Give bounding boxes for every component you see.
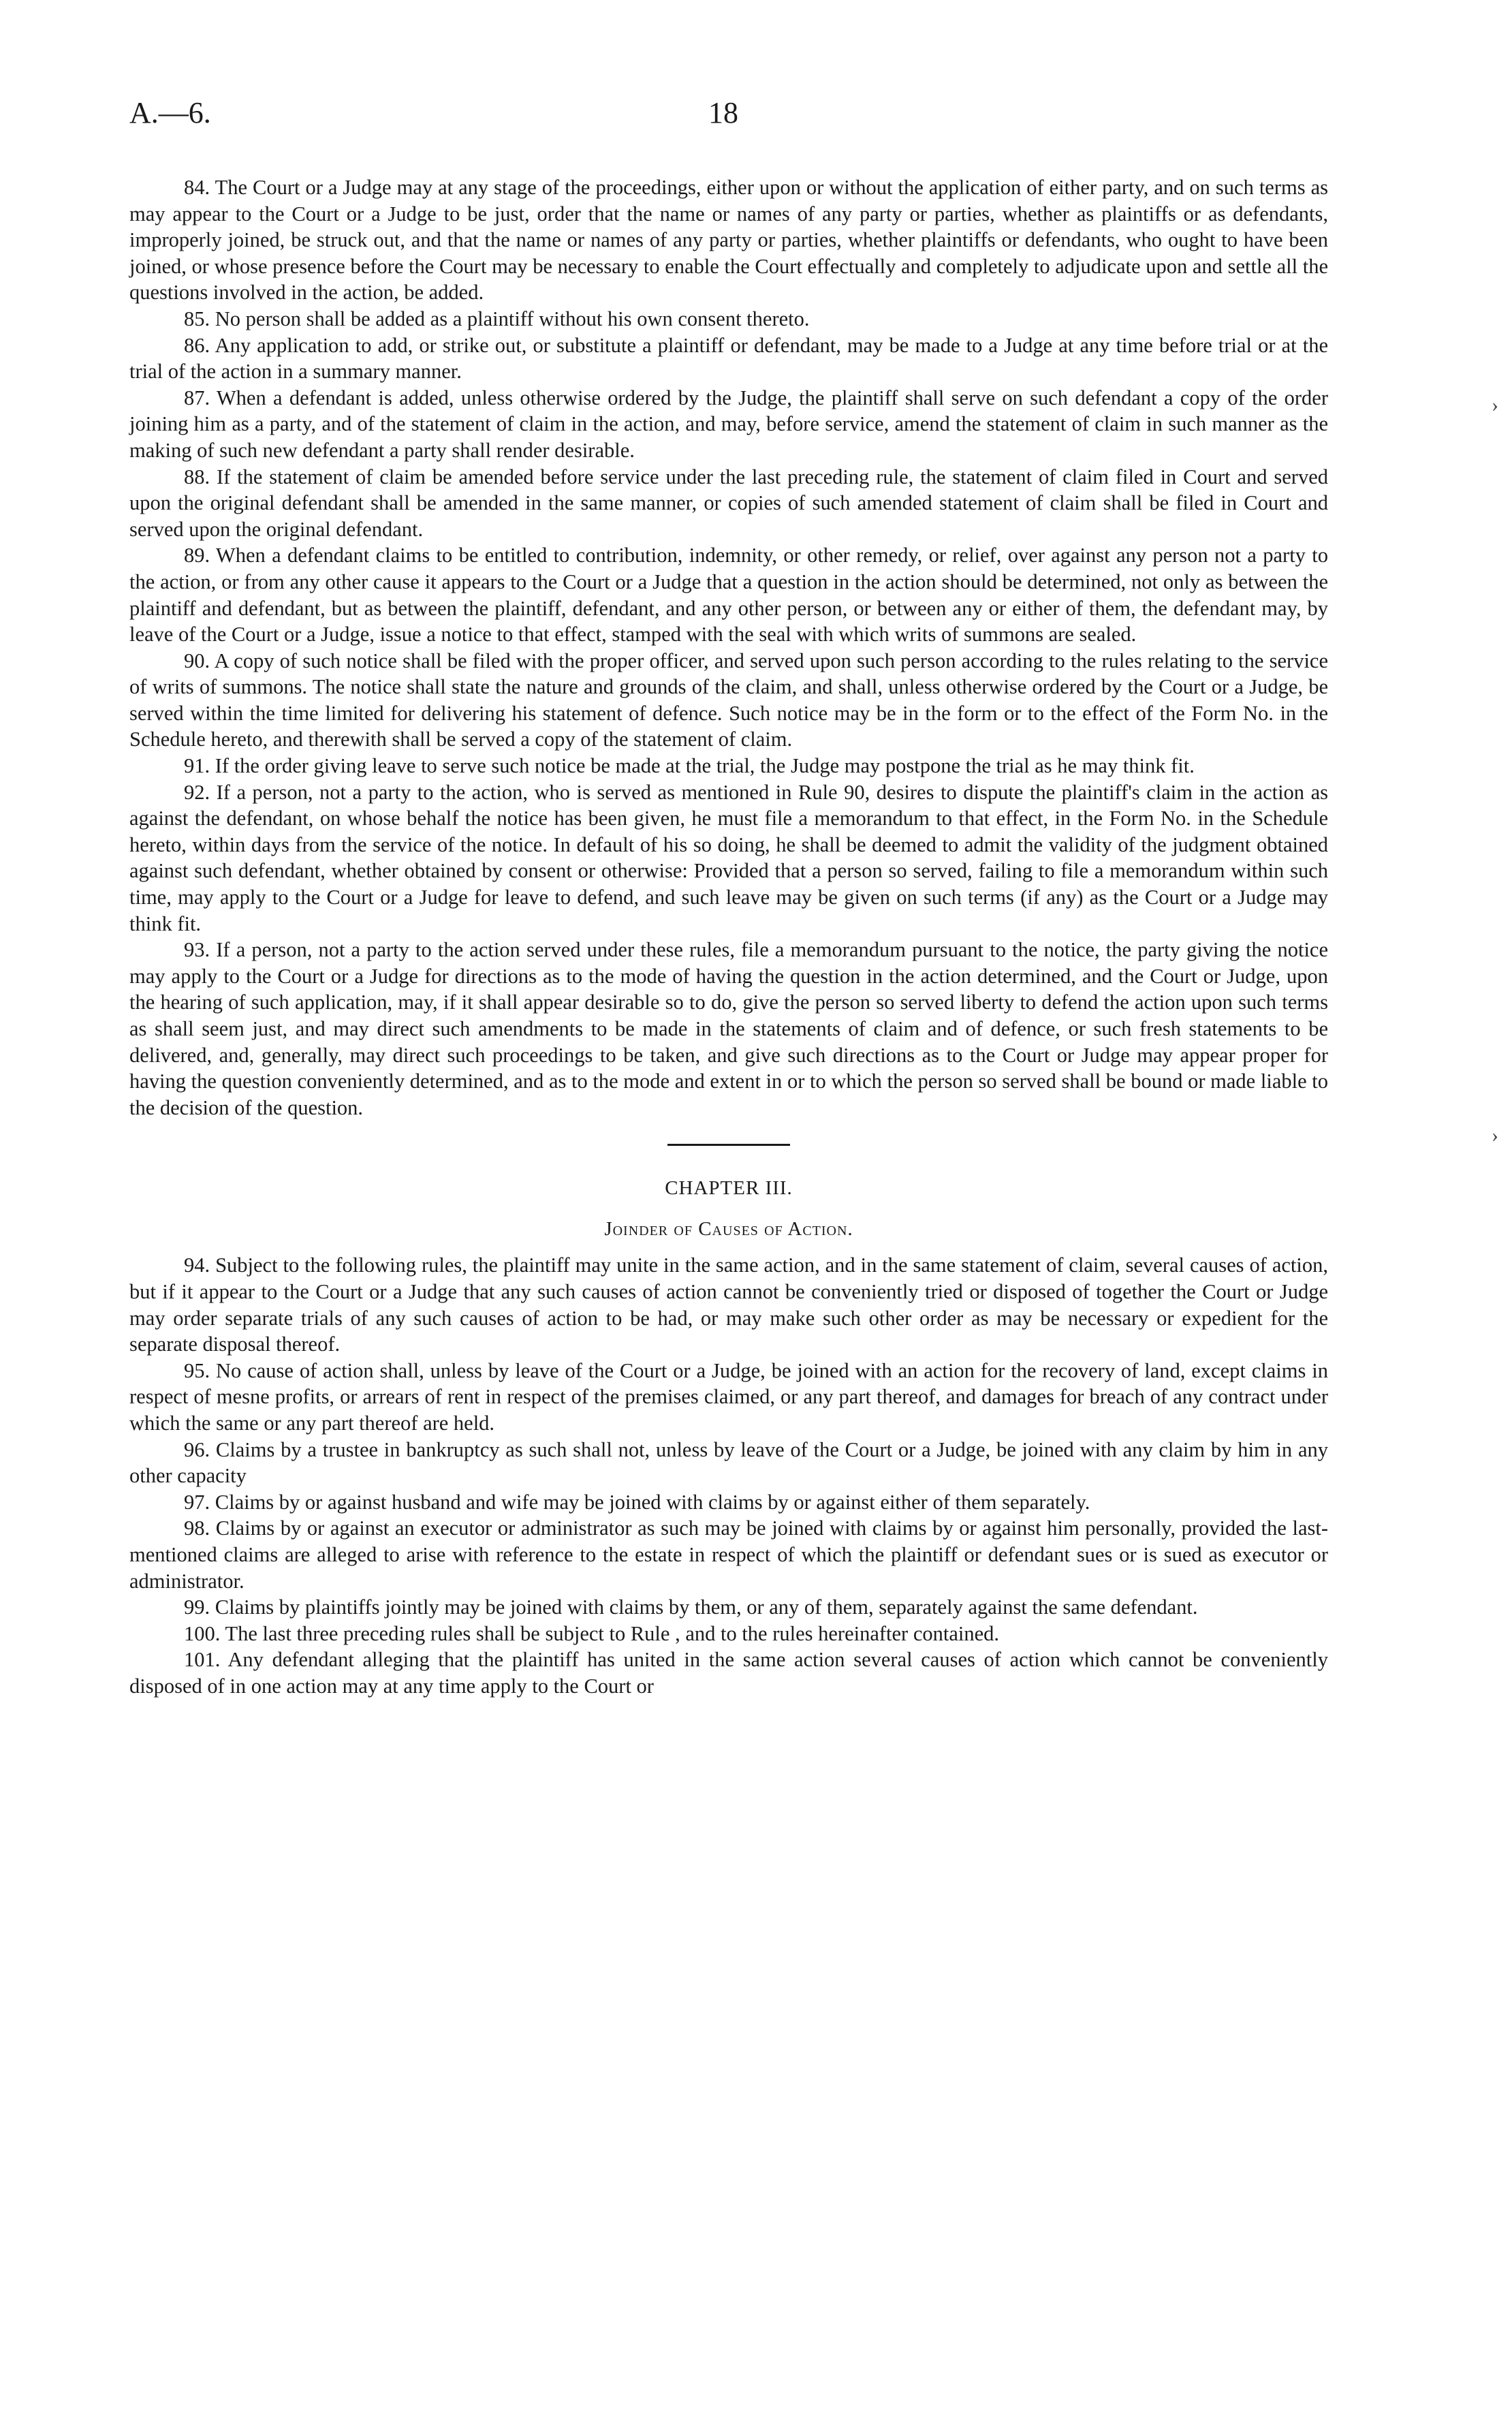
rule-100: 100. The last three preceding rules shall be subject to Rule , and to the rules hereinafter contained.: [184, 1621, 1000, 1645]
rule-99: 99. Claims by plaintiffs jointly may be joined with claims by them, or any of them, separately against the same defendant.: [184, 1595, 1198, 1619]
rule-97: 97. Claims by or against husband and wife may be joined with claims by or against either of them separately.: [184, 1490, 1090, 1514]
section-divider: [667, 1144, 790, 1146]
page-header: [129, 95, 1328, 136]
rule-94: 94. Subject to the following rules, the plaintiff may unite in the same action, and in the same statement of claim, several causes of action, but if it appear to the Court or a Judge that any such causes of action cannot be conveniently tried or disposed of together the Court or Judge may order separate trials of any such causes of action to be had, or may make such other order as may be necessary or expedient for the separate disposal thereof.: [129, 1253, 1328, 1356]
rule-92: 92. If a person, not a party to the action, who is served as mentioned in Rule 90, desires to dispute the plaintiff's claim in the action as against the defendant, on whose behalf the notice has been given, he must file a memorandum to that effect, in the Form No. in the Schedule hereto, within days from the service of the notice. In default of his so doing, he shall be deemed to admit the validity of the judgment obtained against such defendant, whether obtained by consent or otherwise: Provided that a person so served, failing to file a memorandum within such time, may apply to the Court or a Judge for leave to defend, and such leave may be given on such terms (if any) as the Court or a Judge may think fit.: [129, 780, 1328, 935]
chapter-heading: CHAPTER III.: [665, 1177, 793, 1200]
rule-89: 89. When a defendant claims to be entitled to contribution, indemnity, or other remedy, or relief, over against any person not a party to the action, or from any other cause it appears to the Court or a Judge that a question in the action should be determined, not only as between the plaintiff and defendant, but as between the plaintiff, defendant, and any other person, or between any or either of them, the defendant may, by leave of the Court or a Judge, issue a notice to that effect, stamped with the seal with which writs of summons are sealed.: [129, 544, 1328, 647]
chapter-subheading: Joinder of Causes of Action.: [604, 1218, 853, 1241]
paper-number: A.—6.: [129, 96, 211, 129]
rule-90: 90. A copy of such notice shall be filed with the proper officer, and served upon such person according to the rules relating to the service of writs of summons. The notice shall state the nature and grounds of the claim, and shall, unless otherwise ordered by the Court or a Judge, be served within the time limited for delivering his statement of defence. Such notice may be in the form or to the effect of the Form No. in the Schedule hereto, and therewith shall be served a copy of the statement of claim.: [129, 649, 1328, 751]
rule-96: 96. Claims by a trustee in bankruptcy as such shall not, unless by leave of the Court or a Judge, be joined with any claim by him in any other capacity: [129, 1437, 1328, 1488]
rule-87: 87. When a defendant is added, unless otherwise ordered by the Judge, the plaintiff shall serve on such defendant a copy of the order joining him as a party, and of the statement of claim in the action, and may, before service, amend the statement of claim in such manner as the making of such new defendant a party shall render desirable.: [129, 386, 1328, 462]
rule-95: 95. No cause of action shall, unless by leave of the Court or a Judge, be joined with an action for the recovery of land, except claims in respect of mesne profits, or arrears of rent in respect of the premises claimed, or any part thereof, and damages for breach of any contract under which the same or any part thereof are held.: [129, 1358, 1328, 1435]
rule-91: 91. If the order giving leave to serve such notice be made at the trial, the Judge may postpone the trial as he may think fit.: [184, 754, 1195, 778]
margin-tick-mark: ›: [1492, 394, 1498, 416]
rule-86: 86. Any application to add, or strike out, or substitute a plaintiff or defendant, may be made to a Judge at any time before trial or at the trial of the action in a summary manner.: [129, 333, 1328, 384]
rule-93: 93. If a person, not a party to the action served under these rules, file a memorandum pursuant to the notice, the party giving the notice may apply to the Court or a Judge for directions as to the mode of having the question in the action determined, and the Court or Judge, upon the hearing of such application, may, if it shall appear desirable so to do, give the person so served liberty to defend the action upon such terms as shall seem just, and may direct such amendments to be made in the statements of claim and of defence, or such fresh statements to be delivered, and, generally, may direct such proceedings to be taken, and give such directions as to the Court or Judge may appear proper for having the question conveniently determined, and as to the mode and extent in or to which the person so served shall be bound or made liable to the decision of the question.: [129, 938, 1328, 1119]
document-body: [129, 174, 1328, 1699]
rule-84: 84. The Court or a Judge may at any stage of the proceedings, either upon or without the application of either party, and on such terms as may appear to the Court or a Judge to be just, order that the name or names of any party or parties, whether as plaintiffs or as defendants, improperly joined, be struck out, and that the name or names of any party or parties, whether plaintiffs or defendants, who ought to have been joined, or whose presence before the Court may be necessary to enable the Court effectually and completely to adjudicate upon and settle all the questions involved in the action, be added.: [129, 176, 1328, 305]
rule-88: 88. If the statement of claim be amended before service under the last preceding rule, the statement of claim filed in Court and served upon the original defendant shall be amended in the same manner, or copies of such amended statement of claim shall be filed in Court and served upon the original defendant.: [129, 465, 1328, 541]
rule-85: 85. No person shall be added as a plaintiff without his own consent thereto.: [184, 307, 810, 330]
rule-101: 101. Any defendant alleging that the plaintiff has united in the same action several causes of action which cannot be conveniently disposed of in one action may at any time apply to the Court or: [129, 1648, 1328, 1698]
margin-tick-mark: ›: [1492, 1124, 1498, 1147]
page-number: 18: [708, 96, 738, 129]
rule-98: 98. Claims by or against an executor or administrator as such may be joined with claims by or against him personally, provided the last-mentioned claims are alleged to arise with reference to the estate in respect of which the plaintiff or defendant sues or is sued as executor or administrator.: [129, 1516, 1328, 1593]
